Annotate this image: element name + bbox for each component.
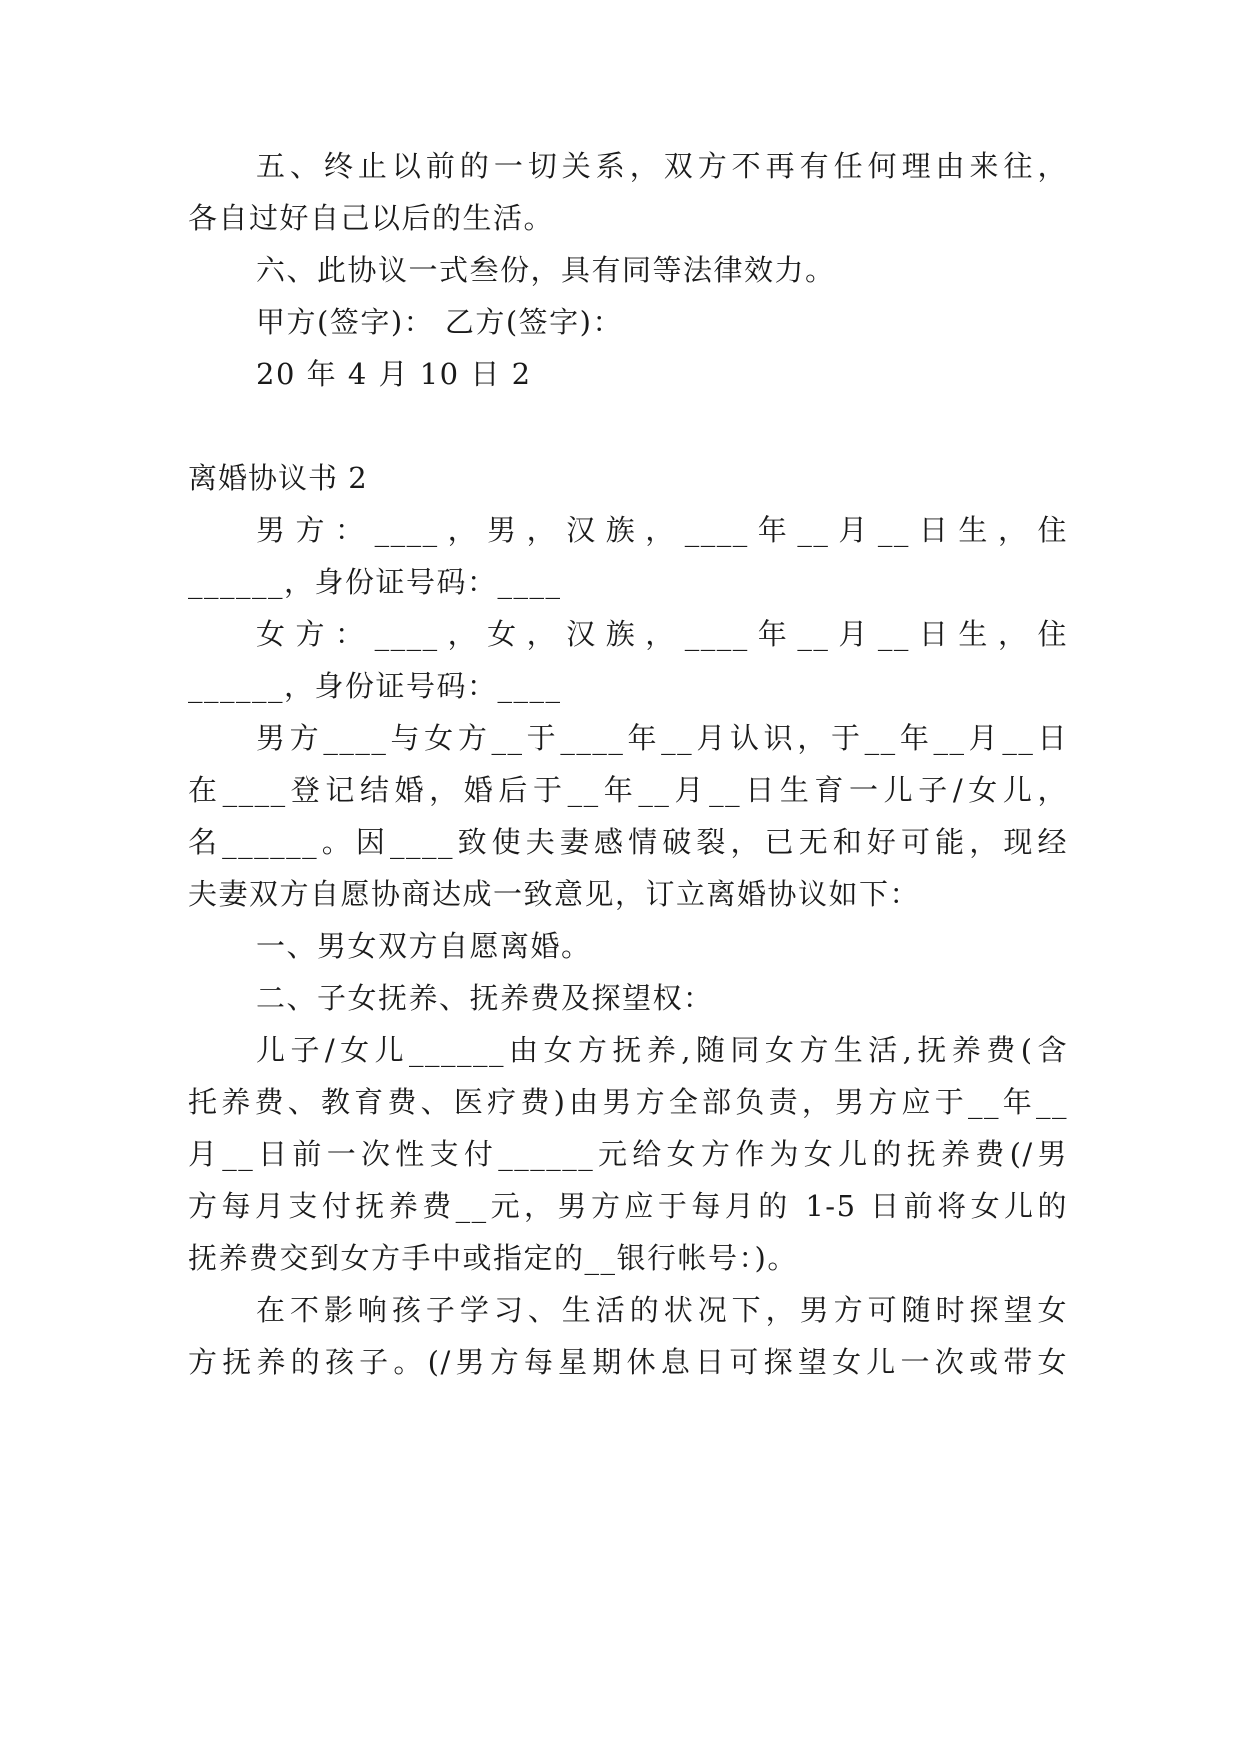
female-info-line2: ______，身份证号码：____: [188, 669, 562, 703]
clause2-heading: 二、子女抚养、抚养费及探望权：: [256, 981, 714, 1015]
intro-line2: 在____登记结婚，婚后于__年__月__日生育一儿子/女儿，: [188, 773, 1068, 807]
male-info-line2: ______，身份证号码：____: [188, 565, 562, 599]
male-info-line1: 男方：____，男，汉族，____年__月__日生，住: [256, 513, 1068, 547]
visit-line2: 方抚养的孩子。(/男方每星期休息日可探望女儿一次或带女: [188, 1345, 1068, 1379]
support-line1: 儿子/女儿______由女方抚养,随同女方生活,抚养费(含: [256, 1033, 1068, 1067]
section6-text: 六、此协议一式叁份，具有同等法律效力。: [256, 253, 836, 287]
support-line4: 方每月支付抚养费__元，男方应于每月的 1-5 日前将女儿的: [188, 1189, 1068, 1223]
signature-line: 甲方(签字)： 乙方(签字)：: [256, 305, 623, 339]
section5-line2: 各自过好自己以后的生活。: [188, 201, 555, 235]
support-line2: 托养费、教育费、医疗费)由男方全部负责，男方应于__年__: [188, 1085, 1068, 1119]
clause1-text: 一、男女双方自愿离婚。: [256, 929, 592, 963]
support-line5: 抚养费交到女方手中或指定的__银行帐号：)。: [188, 1241, 798, 1275]
date-line: 20 年 4 月 10 日 2: [256, 357, 532, 391]
intro-line4: 夫妻双方自愿协商达成一致意见，订立离婚协议如下：: [188, 877, 921, 911]
female-info-line1: 女方：____，女，汉族，____年__月__日生，住: [256, 617, 1068, 651]
agreement-title: 离婚协议书 2: [188, 461, 368, 495]
section5-line1: 五、终止以前的一切关系，双方不再有任何理由来往，: [256, 149, 1068, 183]
intro-line1: 男方____与女方__于____年__月认识，于__年__月__日: [256, 721, 1068, 755]
intro-line3: 名______。因____致使夫妻感情破裂，已无和好可能，现经: [188, 825, 1068, 859]
visit-line1: 在不影响孩子学习、生活的状况下，男方可随时探望女: [256, 1293, 1068, 1327]
support-line3: 月__日前一次性支付______元给女方作为女儿的抚养费(/男: [188, 1137, 1068, 1171]
